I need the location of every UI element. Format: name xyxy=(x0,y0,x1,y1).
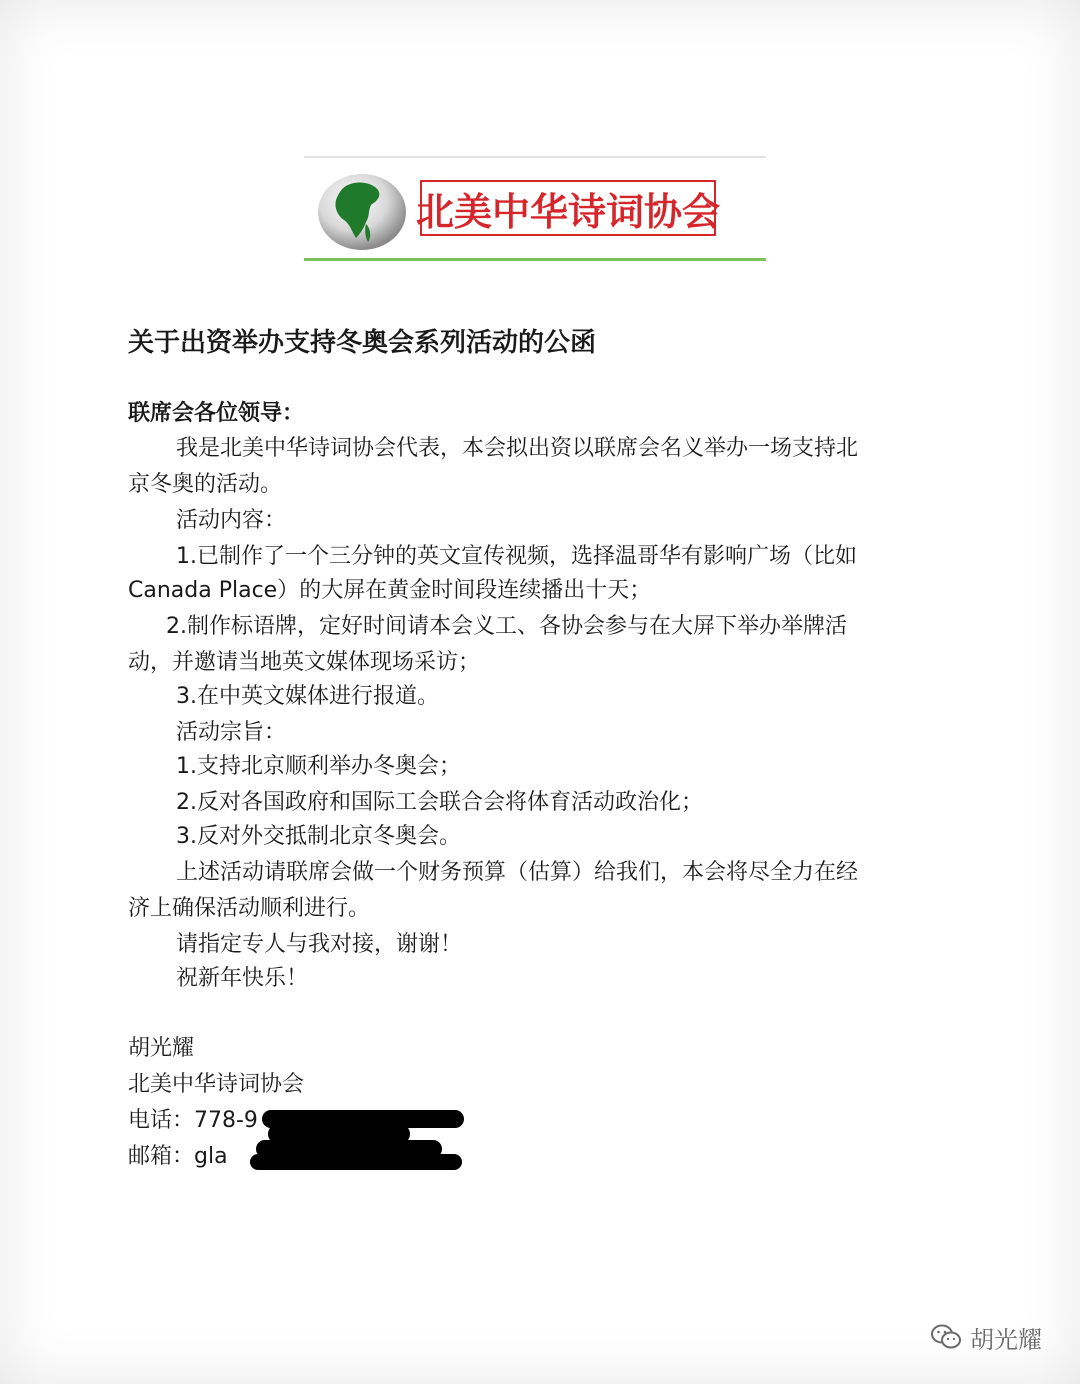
body-line: 3.反对外交抵制北京冬奥会。 xyxy=(176,824,461,849)
signature-phone: 电话：778-9 xyxy=(128,1108,258,1133)
letter-title: 关于出资举办支持冬奥会系列活动的公函 xyxy=(128,328,597,358)
banner-bottom-rule xyxy=(304,258,766,261)
body-line: 2.反对各国政府和国际工会联合会将体育活动政治化； xyxy=(176,790,703,815)
signature-email: 邮箱：gla xyxy=(128,1144,228,1169)
body-line: 请指定专人与我对接，谢谢！ xyxy=(176,932,463,957)
body-line: 活动宗旨： xyxy=(176,720,287,745)
org-name-logo: 北美中华诗词协会 xyxy=(420,180,716,236)
body-line: 1.支持北京顺利举办冬奥会； xyxy=(176,754,461,779)
body-line: 我是北美中华诗词协会代表，本会拟出资以联席会名义举办一场支持北 xyxy=(176,436,859,461)
body-line: Canada Place）的大屏在黄金时间段连续播出十天； xyxy=(128,578,652,603)
wechat-icon xyxy=(930,1323,962,1351)
body-line: 2.制作标语牌，定好时间请本会义工、各协会参与在大屏下举办举牌活 xyxy=(166,614,847,639)
body-line: 祝新年快乐！ xyxy=(176,966,309,991)
wechat-watermark xyxy=(930,1317,1042,1357)
redaction-mark xyxy=(250,1154,462,1170)
banner-top-rule xyxy=(304,156,766,158)
body-line: 活动内容： xyxy=(176,508,287,533)
body-line: 上述活动请联席会做一个财务预算（估算）给我们，本会将尽全力在经 xyxy=(176,860,859,885)
body-line: 京冬奥的活动。 xyxy=(128,472,283,497)
salutation: 联席会各位领导： xyxy=(128,401,305,426)
globe-logo-icon xyxy=(316,172,408,252)
signature-org: 北美中华诗词协会 xyxy=(128,1072,305,1097)
body-line: 动，并邀请当地英文媒体现场采访； xyxy=(128,650,481,675)
watermark-text: 胡光耀 xyxy=(970,1325,1042,1354)
body-line: 济上确保活动顺利进行。 xyxy=(128,896,371,921)
body-line: 1.已制作了一个三分钟的英文宣传视频，选择温哥华有影响广场（比如 xyxy=(176,544,857,569)
signature-name: 胡光耀 xyxy=(128,1036,195,1061)
body-line: 3.在中英文媒体进行报道。 xyxy=(176,684,439,709)
